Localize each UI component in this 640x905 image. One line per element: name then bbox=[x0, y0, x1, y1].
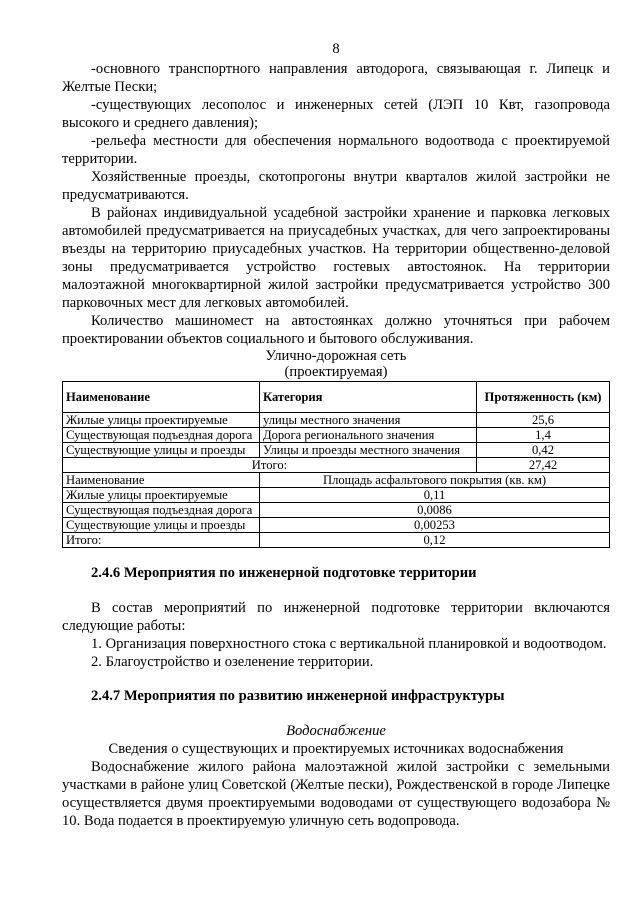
cell-category: улицы местного значения bbox=[260, 413, 477, 428]
paragraph-forest-belts: -существующих лесополос и инженерных сетей (ЛЭП 10 Квт, газопровода высокого и среднего давления); bbox=[62, 97, 610, 131]
header-length: Протяженность (км) bbox=[477, 382, 610, 413]
cell-name: Существующая подъездная дорога bbox=[63, 428, 260, 443]
table-header-row bbox=[63, 382, 610, 413]
cell-area: 0,00253 bbox=[260, 518, 610, 533]
paragraph-parking-count: Количество машиномест на автостоянках должно уточняться при рабочем проектировании объектов социального и бытового обслуживания. bbox=[62, 313, 610, 347]
table-row bbox=[63, 443, 610, 458]
table-caption: Улично-дорожная сеть bbox=[265, 348, 407, 364]
cell-area: 0,12 bbox=[260, 533, 610, 548]
total-value: 27,42 bbox=[477, 458, 610, 473]
cell-name: Существующие улицы и проезды bbox=[63, 518, 260, 533]
document-page bbox=[62, 0, 610, 830]
area-header-value: Площадь асфальтового покрытия (кв. км) bbox=[260, 473, 610, 488]
table-caption-sub: (проектируемая) bbox=[284, 364, 388, 380]
cell-area: 0,0086 bbox=[260, 503, 610, 518]
table-total-row bbox=[63, 458, 610, 473]
road-network-table bbox=[62, 381, 610, 548]
paragraph-246-item2: 2. Благоустройство и озеленение территории. bbox=[91, 654, 374, 670]
paragraph-water-supply: Водоснабжение жилого района малоэтажной жилой застройки с земельными участками в районе улиц Советской (Желтые пески), Рождественской в городе Липецке осуществляется двумя проектируемыми водоводами от существующего водозабора № 10. Вода подается в проектируемую уличную сеть водопровода. bbox=[62, 759, 610, 829]
area-header-name: Наименование bbox=[63, 473, 260, 488]
cell-length: 25,6 bbox=[477, 413, 610, 428]
section-heading-247: 2.4.7 Мероприятия по развитию инженерной инфраструктуры bbox=[91, 688, 505, 704]
paragraph-transport: -основного транспортного направления автодорога, связывающая г. Липецк и Желтые Пески; bbox=[62, 61, 610, 95]
total-label: Итого: bbox=[63, 458, 477, 473]
area-header-row bbox=[63, 473, 610, 488]
subheading-water-supply: Водоснабжение bbox=[286, 723, 386, 739]
table-row bbox=[63, 503, 610, 518]
cell-area: 0,11 bbox=[260, 488, 610, 503]
cell-category: Улицы и проезды местного значения bbox=[260, 443, 477, 458]
subtitle-water-sources: Сведения о существующих и проектируемых источниках водоснабжения bbox=[108, 741, 564, 757]
table-row bbox=[63, 428, 610, 443]
cell-length: 1,4 bbox=[477, 428, 610, 443]
section-heading-246: 2.4.6 Мероприятия по инженерной подготовке территории bbox=[91, 565, 477, 581]
paragraph-246-intro: В состав мероприятий по инженерной подготовке территории включаются следующие работы: bbox=[62, 600, 610, 634]
table-row bbox=[63, 413, 610, 428]
cell-name: Жилые улицы проектируемые bbox=[63, 413, 260, 428]
cell-name: Существующая подъездная дорога bbox=[63, 503, 260, 518]
cell-name: Жилые улицы проектируемые bbox=[63, 488, 260, 503]
cell-length: 0,42 bbox=[477, 443, 610, 458]
paragraph-relief: -рельефа местности для обеспечения нормального водоотвода с проектируемой территории. bbox=[62, 133, 610, 167]
cell-name: Существующие улицы и проезды bbox=[63, 443, 260, 458]
table-row bbox=[63, 533, 610, 548]
table-row bbox=[63, 488, 610, 503]
table-row bbox=[63, 518, 610, 533]
cell-category: Дорога регионального значения bbox=[260, 428, 477, 443]
paragraph-parking: В районах индивидуальной усадебной застройки хранение и парковка легковых автомобилей предусматривается на приусадебных участках, для чего запроектированы въезды на территорию приусадебных участков. На территории общественно-деловой зоны предусматривается устройство гостевых автостоянок. На территории малоэтажной многоквартирной жилой застройки предусматривается устройство 300 парковочных мест для легковых автомобилей. bbox=[62, 205, 610, 311]
page-number: 8 bbox=[332, 41, 340, 57]
paragraph-246-item1: 1. Организация поверхностного стока с вертикальной планировкой и водоотводом. bbox=[91, 636, 607, 652]
header-category: Категория bbox=[260, 382, 477, 413]
paragraph-service-roads: Хозяйственные проезды, скотопрогоны внутри кварталов жилой застройки не предусматриваются. bbox=[62, 169, 610, 203]
header-name: Наименование bbox=[63, 382, 260, 413]
cell-name: Итого: bbox=[63, 533, 260, 548]
